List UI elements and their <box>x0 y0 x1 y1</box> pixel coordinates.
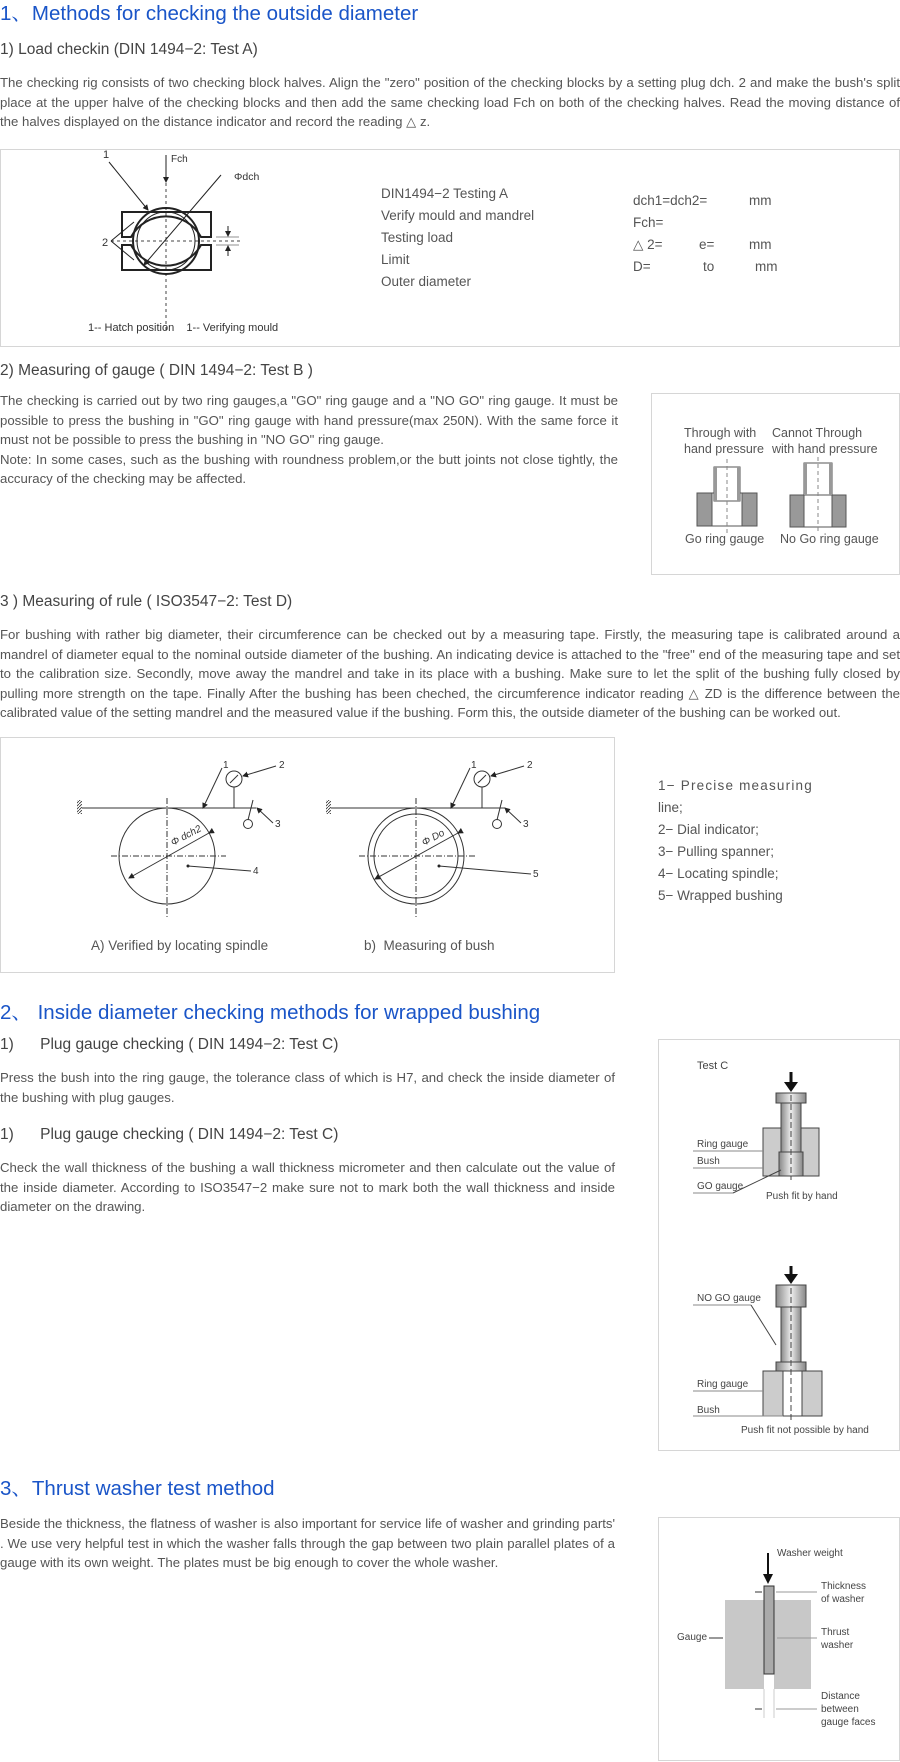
ring-gauge-right <box>802 1371 822 1416</box>
label-dch: Φdch <box>234 171 260 183</box>
push-arrow-head <box>784 1274 798 1284</box>
figure-test-c <box>658 1039 900 1451</box>
test-c-title: Test C <box>697 1060 729 1072</box>
num-1: 1 <box>223 760 229 771</box>
go-gauge-assembly <box>693 1072 819 1193</box>
ring-gauge-left <box>763 1128 781 1176</box>
value-mid: e= <box>699 237 715 252</box>
section-1-title: 1、Methods for checking the outside diameter <box>0 2 419 25</box>
subsection-1-2-paragraph <box>0 391 618 489</box>
nogo-bore <box>783 1371 802 1416</box>
nogo-top-line: with hand pressure <box>772 442 878 456</box>
go-ring-left <box>697 493 712 526</box>
label-line: of washer <box>821 1594 865 1605</box>
label-push-fit: Push fit by hand <box>766 1191 838 1202</box>
label-distance <box>821 1690 876 1729</box>
leader-5 <box>439 866 531 874</box>
value-unit: mm <box>749 193 772 208</box>
spec-line: Outer diameter <box>381 274 472 289</box>
value-unit: mm <box>755 259 778 274</box>
leader-3 <box>505 808 521 823</box>
nogo-top-line: Cannot Through <box>772 426 863 440</box>
dial-needle <box>478 775 486 783</box>
label-line: gauge faces <box>821 1717 876 1728</box>
figure-thrust-washer <box>658 1517 900 1761</box>
label-thickness <box>821 1580 866 1606</box>
spanner <box>497 800 502 820</box>
subsection-title-text: Plug gauge checking ( DIN 1494−2: Test C) <box>40 1036 339 1053</box>
spec-line: Testing load <box>381 230 454 245</box>
leader-3 <box>257 808 273 823</box>
dim-label-a: Φ dch2 <box>169 823 204 849</box>
spec-line: Verify mould and mandrel <box>381 208 535 223</box>
leader-1 <box>109 162 148 210</box>
value-mid: to <box>703 259 715 274</box>
value-row <box>633 234 813 256</box>
subsection-title-text: Plug gauge checking ( DIN 1494−2: Test C) <box>40 1126 339 1143</box>
diameter-leader <box>144 175 221 265</box>
label-1: 1 <box>103 149 110 161</box>
spanner-ring <box>244 820 253 829</box>
test-d-legend <box>658 775 858 907</box>
go-bushing-wall <box>714 467 717 501</box>
label-gauge: Gauge <box>677 1632 708 1643</box>
legend-item: 2− Dial indicator; <box>658 822 759 837</box>
section-3-paragraph: Beside the thickness, the flatness of washer is also important for service life of washer and grinding parts' . We use very helpful test in which the washer falls through the gap between two plain parallel plates of a gauge with its own weight. The plates must be big enough to cover the whole washer. <box>0 1516 615 1570</box>
legend-item: line; <box>658 800 683 815</box>
subsection-2-2-title <box>0 1125 338 1145</box>
paragraph-text: The checking is carried out by two ring gauges,a "GO" ring gauge and a "NO GO" ring gauge. It must be possible to press the bushing in "GO" ring gauge with hand pressure(max 250N). With the same force it must not be possible to press the bushing in "NO GO" ring gauge. <box>0 393 618 447</box>
nogo-ring-left <box>790 495 804 527</box>
num-2: 2 <box>527 760 533 771</box>
num-4: 4 <box>253 866 259 877</box>
num-3: 3 <box>523 819 529 830</box>
value-unit: mm <box>749 237 772 252</box>
go-bottom-label: Go ring gauge <box>685 532 765 546</box>
value-row <box>633 212 813 234</box>
ring-gauge-right <box>801 1128 819 1176</box>
figure-test-a <box>0 149 900 347</box>
value-label: dch1=dch2= <box>633 193 708 208</box>
label-line: Thickness <box>821 1581 867 1592</box>
go-top-line: Through with <box>684 426 757 440</box>
nogo-ring-right <box>832 495 846 527</box>
nogo-bushing-wall <box>804 463 807 495</box>
leader-1 <box>203 768 222 808</box>
label-bush: Bush <box>697 1156 720 1167</box>
spanner-ring <box>493 820 502 829</box>
figure-a-caption: 1-- Hatch position 1-- Verifying mould <box>88 322 279 334</box>
subsection-1-2-title: 2) Measuring of gauge ( DIN 1494−2: Test B ) <box>0 362 313 379</box>
leader-2 <box>243 766 276 776</box>
subsection-2-1-title <box>0 1035 338 1055</box>
subsection-1-3-title: 3 ) Measuring of rule ( ISO3547−2: Test D) <box>0 593 293 610</box>
subsection-1-1-paragraph: The checking rig consists of two checking block halves. Align the "zero" position of the checking blocks by a setting plug dch. 2 and make the bush's split place at the upper halve of the checking blocks and then add the same checking load Fch on both of the checking halves. Read the moving distance of the halves displayed on the distance indicator and record the reading △ z. <box>0 75 900 129</box>
label-thrust-washer <box>821 1626 853 1652</box>
label-go-gauge: GO gauge <box>697 1181 744 1192</box>
label-fch: Fch <box>171 154 188 165</box>
legend-item: 3− Pulling spanner; <box>658 844 774 859</box>
num-5: 5 <box>533 869 539 880</box>
value-row <box>633 190 813 212</box>
value-label: △ 2= <box>633 237 663 252</box>
label-line: Thrust <box>821 1627 850 1638</box>
label-ring-gauge-2: Ring gauge <box>697 1379 749 1390</box>
spanner <box>248 800 253 820</box>
dim-label-b: Φ Do <box>420 827 447 849</box>
subsection-2-1-paragraph: Press the bush into the ring gauge, the tolerance class of which is H7, and check the inside diameter of the bushing with plug gauges. <box>0 1070 615 1105</box>
spec-lines <box>381 183 534 293</box>
section-3-title: 3、Thrust washer test method <box>0 1477 275 1500</box>
caption-a: A) Verified by locating spindle <box>91 938 269 953</box>
value-row <box>633 256 813 278</box>
label-bush-2: Bush <box>697 1405 720 1416</box>
fixed-anchor <box>77 800 82 814</box>
nogo-gauge-assembly <box>693 1266 822 1422</box>
label-line: Distance <box>821 1691 860 1702</box>
legend-item: 4− Locating spindle; <box>658 866 779 881</box>
subsection-number: 1) <box>0 1036 14 1053</box>
figure-test-b <box>651 393 900 575</box>
washer <box>764 1586 774 1674</box>
test-c-diagram <box>659 1040 900 1452</box>
label-ring-gauge: Ring gauge <box>697 1139 749 1150</box>
label-nogo-gauge: NO GO gauge <box>697 1293 761 1304</box>
diagram-b <box>326 760 539 918</box>
nogo-bushing-wall <box>829 463 832 495</box>
num-1: 1 <box>471 760 477 771</box>
nogo-bottom-label: No Go ring gauge <box>780 532 879 546</box>
value-label: D= <box>633 259 651 274</box>
label-2: 2 <box>102 237 109 249</box>
spec-line: DIN1494−2 Testing A <box>381 186 508 201</box>
value-table <box>633 190 813 278</box>
section-2-title: 2、 Inside diameter checking methods for wrapped bushing <box>0 1001 541 1024</box>
leader-4 <box>188 866 251 871</box>
label-no-push-fit: Push fit not possible by hand <box>741 1425 869 1436</box>
subsection-number: 1) <box>0 1126 14 1143</box>
leader-1 <box>451 768 470 808</box>
label-line: between <box>821 1704 859 1715</box>
diagram-a <box>77 760 285 918</box>
subsection-2-2-paragraph: Check the wall thickness of the bushing a wall thickness micrometer and then calculate out the value of the inside diameter. According to ISO3547−2 make sure not to mark both the wall thickness and inside diameter on the drawing. <box>0 1160 615 1214</box>
paragraph-note: Note: In some cases, such as the bushing with roundness problem,or the butt joints not close tightly, the accuracy of the checking may be affected. <box>0 451 618 486</box>
label-washer-weight: Washer weight <box>777 1548 843 1559</box>
caption-b: b) Measuring of bush <box>364 938 495 953</box>
legend-item: 5− Wrapped bushing <box>658 888 783 903</box>
leader-2 <box>491 766 524 776</box>
num-3: 3 <box>275 819 281 830</box>
go-bushing-wall <box>737 467 740 501</box>
spec-line: Limit <box>381 252 410 267</box>
value-label: Fch= <box>633 215 664 230</box>
push-arrow-head <box>784 1082 798 1092</box>
figure-test-d <box>0 737 615 973</box>
subsection-1-3-paragraph: For bushing with rather big diameter, their circumference can be checked out by a measuring tape. Firstly, the measuring tape is calibrated around a mandrel of diameter equal to the nominal outside diameter of the bushing. An indicating device is attached to the "free" end of the measuring tape and set to the calibration size. Secondly, move away the mandrel and take in its place with a bushing. Make sure to let the split of the bushing fully closed by pulling more strength on the tape. Finally After the bushing has been cheched, the circumference indicator reading △ ZD is the difference between the calibrated value of the setting mandrel and the measured value if the bushing. Form this, the outside diameter of the bushing can be worked out. <box>0 627 900 720</box>
num-2: 2 <box>279 760 285 771</box>
ring-gauge-left <box>763 1371 783 1416</box>
leader-nogo-diag <box>751 1305 776 1345</box>
fixed-anchor <box>326 800 331 814</box>
weight-arrow-head <box>763 1574 773 1584</box>
go-top-line: hand pressure <box>684 442 764 456</box>
dial-needle <box>230 775 238 783</box>
subsection-1-1-title: 1) Load checkin (DIN 1494−2: Test A) <box>0 41 258 58</box>
go-ring-right <box>742 493 757 526</box>
label-line: washer <box>821 1640 854 1651</box>
legend-item: 1− Precise measuring <box>658 778 813 793</box>
